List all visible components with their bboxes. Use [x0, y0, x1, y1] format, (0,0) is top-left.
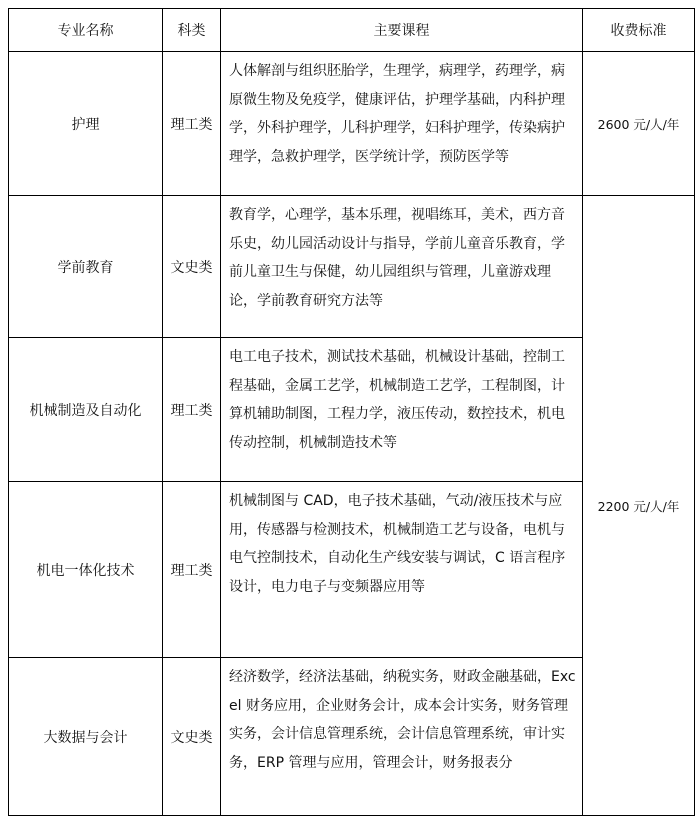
- courses: 机械制图与 CAD，电子技术基础，气动/液压技术与应用，传感器与检测技术，机械制造工艺与设备，电机与电气控制技术，自动化生产线安装与调试，C 语言程序设计，电力电子与变频器应用等: [221, 482, 583, 658]
- major-name: 机电一体化技术: [9, 482, 163, 658]
- major-name: 学前教育: [9, 196, 163, 338]
- courses: 经济数学，经济法基础，纳税实务，财政金融基础，Excel 财务应用，企业财务会计，成本会计实务，财务管理实务，会计信息管理系统，会计信息管理系统，审计实务，ERP 管理与应用，管理会计，财务报表分: [221, 658, 583, 816]
- header-fee: 收费标准: [583, 9, 695, 52]
- shared-fee: 2200 元/人/年: [583, 196, 695, 816]
- category: 理工类: [163, 482, 221, 658]
- header-courses: 主要课程: [221, 9, 583, 52]
- major-name: 大数据与会计: [9, 658, 163, 816]
- header-category: 科类: [163, 9, 221, 52]
- header-row: [9, 9, 695, 52]
- category: 理工类: [163, 52, 221, 196]
- category: 文史类: [163, 196, 221, 338]
- major-name: 机械制造及自动化: [9, 338, 163, 482]
- category: 理工类: [163, 338, 221, 482]
- category: 文史类: [163, 658, 221, 816]
- table-row: [9, 52, 695, 196]
- fee: 2600 元/人/年: [583, 52, 695, 196]
- major-name: 护理: [9, 52, 163, 196]
- header-major: 专业名称: [9, 9, 163, 52]
- table-row: [9, 196, 695, 338]
- courses: 人体解剖与组织胚胎学，生理学，病理学，药理学，病原微生物及免疫学，健康评估，护理学基础，内科护理学，外科护理学，儿科护理学，妇科护理学，传染病护理学，急救护理学，医学统计学，预防医学等: [221, 52, 583, 196]
- courses: 电工电子技术，测试技术基础，机械设计基础，控制工程基础，金属工艺学，机械制造工艺学，工程制图，计算机辅助制图，工程力学，液压传动，数控技术，机电传动控制，机械制造技术等: [221, 338, 583, 482]
- courses: 教育学，心理学，基本乐理，视唱练耳，美术，西方音乐史，幼儿园活动设计与指导，学前儿童音乐教育，学前儿童卫生与保健，幼儿园组织与管理，儿童游戏理论，学前教育研究方法等: [221, 196, 583, 338]
- program-table: [8, 8, 695, 816]
